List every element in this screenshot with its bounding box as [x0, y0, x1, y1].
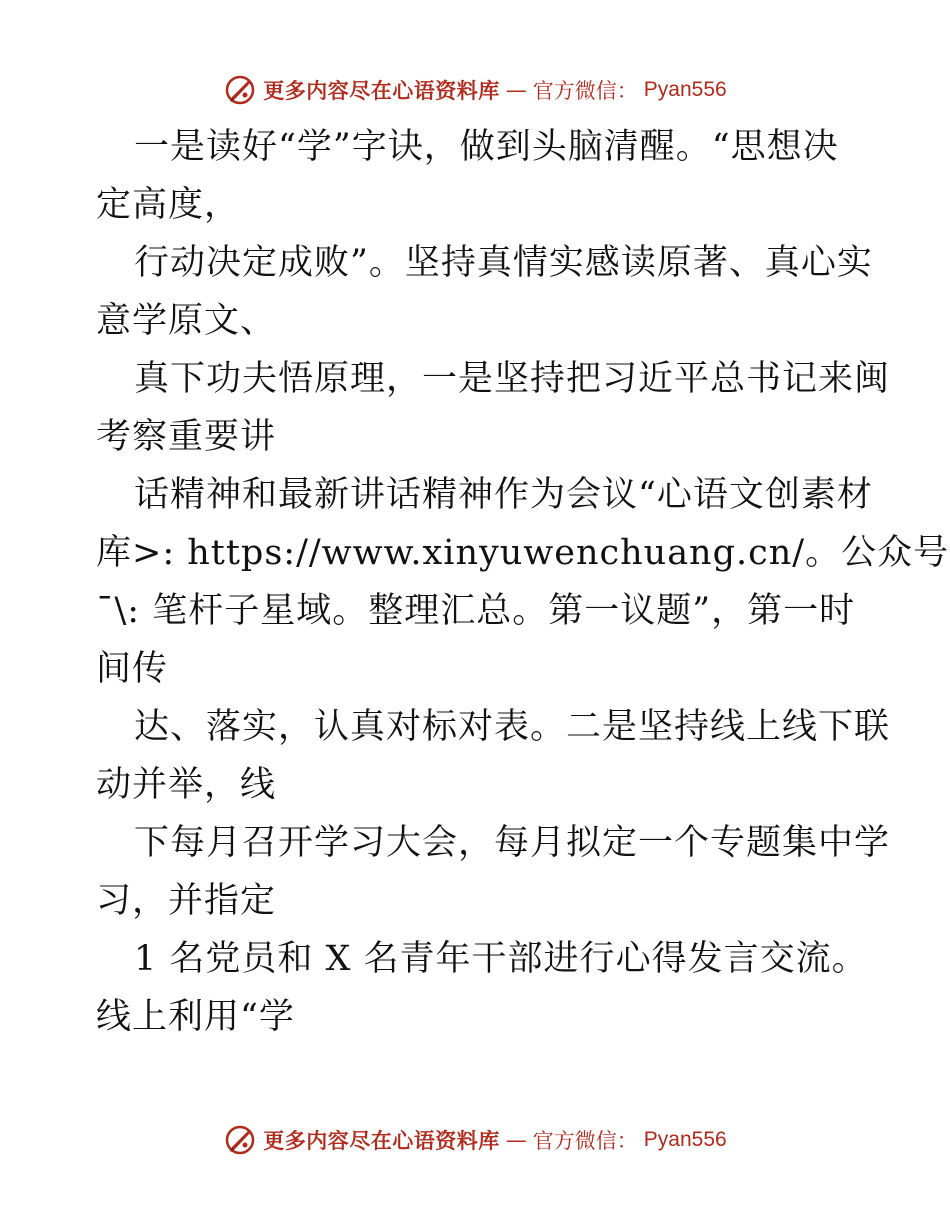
body-line: 考察重要讲	[96, 417, 277, 457]
quill-logo-icon	[223, 1123, 257, 1157]
watermark-wechat-label: 官方微信：	[532, 79, 638, 103]
quill-logo-icon	[223, 73, 257, 107]
body-line: 话精神和最新讲话精神作为会议“心语文创素材	[134, 475, 873, 515]
watermark-separator: —	[505, 78, 527, 102]
watermark-main-text: 更多内容尽在心语资料库	[263, 1129, 500, 1153]
body-line: 下每月召开学习大会，每月拟定一个专题集中学	[134, 823, 891, 863]
body-line: 真下功夫悟原理，一是坚持把习近平总书记来闽	[134, 359, 891, 399]
watermark-wechat-id: Pyan556	[643, 78, 727, 101]
watermark-wechat-id: Pyan556	[643, 1128, 727, 1151]
body-line: 动并举，线	[96, 765, 277, 805]
body-line: 一是读好“学”字诀，做到头脑清醒。“思想决	[134, 127, 839, 167]
body-line: 习，并指定	[96, 881, 277, 921]
body-line: 达、落实，认真对标对表。二是坚持线上线下联	[134, 707, 891, 747]
footer-watermark	[0, 1120, 950, 1160]
body-line: 1 名党员和 X 名青年干部进行心得发言交流。	[134, 939, 868, 979]
watermark-wechat-label: 官方微信：	[532, 1129, 638, 1153]
body-line: ¯\: 笔杆子星域。整理汇总。第一议题”，第一时	[96, 591, 856, 631]
body-line: 间传	[96, 649, 169, 689]
document-body	[96, 118, 950, 1046]
header-watermark	[0, 70, 950, 110]
body-line: 行动决定成败”。坚持真情实感读原著、真心实	[134, 243, 873, 283]
watermark-separator: —	[505, 1128, 527, 1152]
body-line: 意学原文、	[96, 301, 277, 341]
watermark-main-text: 更多内容尽在心语资料库	[263, 79, 500, 103]
body-line: 定高度，	[96, 185, 241, 225]
body-line: 线上利用“学	[96, 997, 295, 1037]
body-line: 库>: https://www.xinyuwenchuang.cn/。公众号	[96, 533, 950, 573]
